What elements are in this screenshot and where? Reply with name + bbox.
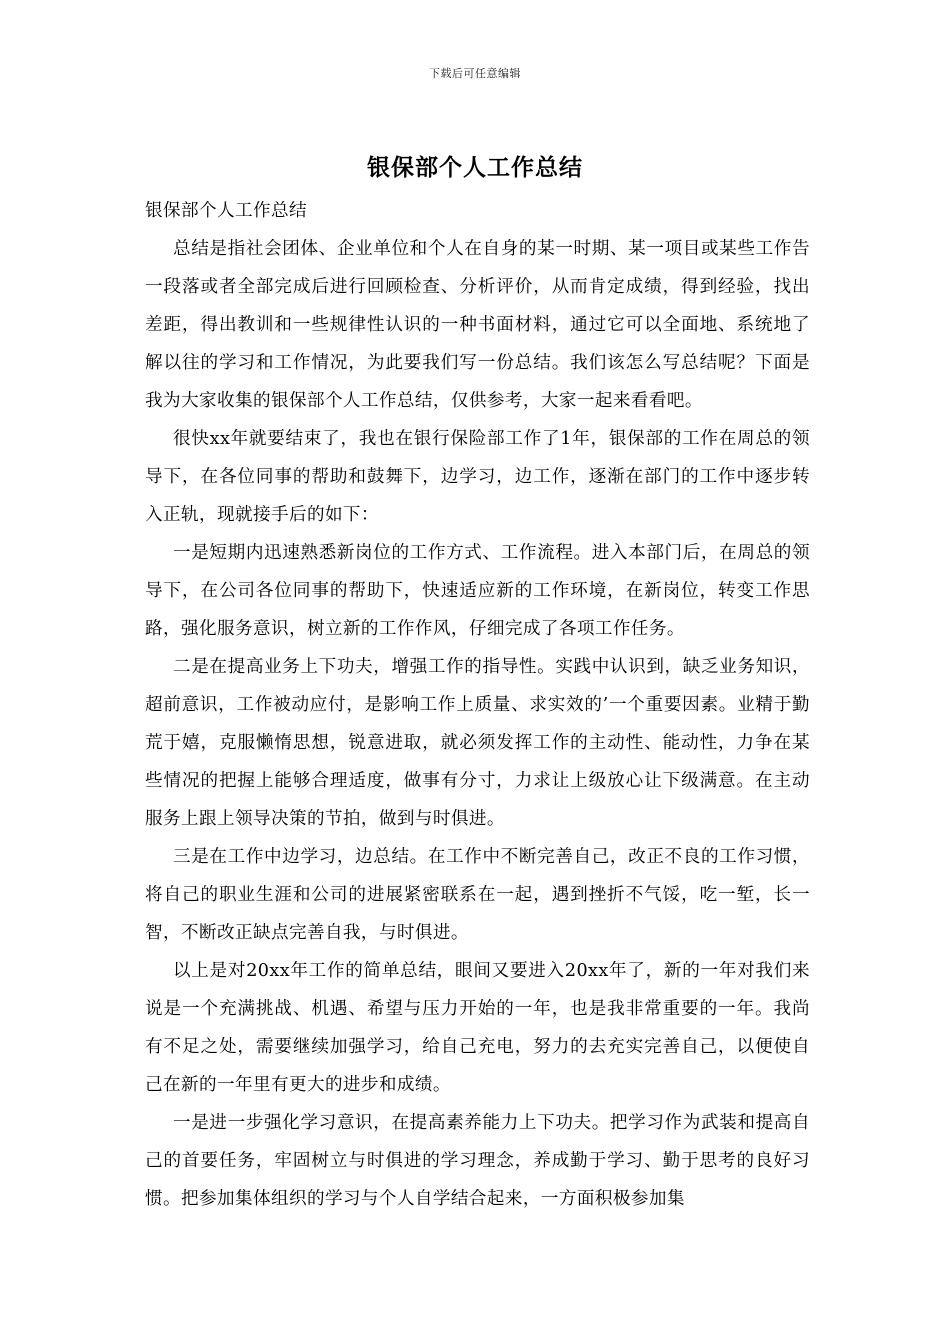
paragraph-intro: 总结是指社会团体、企业单位和个人在自身的某一时期、某一项目或某些工作告一段落或者全部完成后进行回顾检查、分析评价，从而肯定成绩，得到经验，找出差距，得出教训和一些规律性认识的一种书面材料，通过它可以全面地、系统地了解以往的学习和工作情况，为此要我们写一份总结。我们该怎么写总结呢？下面是我为大家收集的银保部个人工作总结，仅供参考，大家一起来看看吧。: [145, 239, 810, 411]
page-header-note: 下载后可任意编辑: [429, 67, 521, 80]
paragraph-point-two: 二是在提高业务上下功夫，增强工作的指导性。实践中认识到，缺乏业务知识，超前意识，工作被动应付，是影响工作上质量、求实效的’一个重要因素。业精于勤荒于嬉，克服懒惰思想，锐意进取，就必须发挥工作的主动性、能动性，力争在某些情况的把握上能够合理适度，做事有分寸，力求让上级放心让下级满意。在主动服务上跟上领导决策的节拍，做到与时俱进。: [145, 657, 810, 829]
paragraph-point-three: 三是在工作中边学习，边总结。在工作中不断完善自己，改正不良的工作习惯，将自己的职业生涯和公司的进展紧密联系在一起，遇到挫折不气馁，吃一堑，长一智，不断改正缺点完善自我，与时俱进。: [145, 847, 810, 943]
document-title: 银保部个人工作总结: [367, 154, 583, 181]
paragraph-plan-one: 一是进一步强化学习意识，在提高素养能力上下功夫。把学习作为武装和提高自己的首要任务，牢固树立与时俱进的学习理念，养成勤于学习、勤于思考的良好习惯。把参加集体组织的学习与个人自学结合起来，一方面积极参加集: [145, 1113, 810, 1209]
document-body: [145, 192, 810, 1218]
paragraph-overview: 很快xx年就要结束了，我也在银行保险部工作了1年，银保部的工作在周总的领导下，在各位同事的帮助和鼓舞下，边学习，边工作，逐渐在部门的工作中逐步转入正轨，现就接手后的如下：: [145, 429, 810, 525]
document-subtitle: 银保部个人工作总结: [145, 201, 307, 221]
paragraph-point-one: 一是短期内迅速熟悉新岗位的工作方式、工作流程。进入本部门后，在周总的领导下，在公司各位同事的帮助下，快速适应新的工作环境，在新岗位，转变工作思路，强化服务意识，树立新的工作作风，仔细完成了各项工作任务。: [145, 543, 810, 639]
paragraph-summary: 以上是对20xx年工作的简单总结，眼间又要进入20xx年了，新的一年对我们来说是一个充满挑战、机遇、希望与压力开始的一年，也是我非常重要的一年。我尚有不足之处，需要继续加强学习，给自己充电，努力的去充实完善自己，以便使自己在新的一年里有更大的进步和成绩。: [145, 961, 810, 1095]
